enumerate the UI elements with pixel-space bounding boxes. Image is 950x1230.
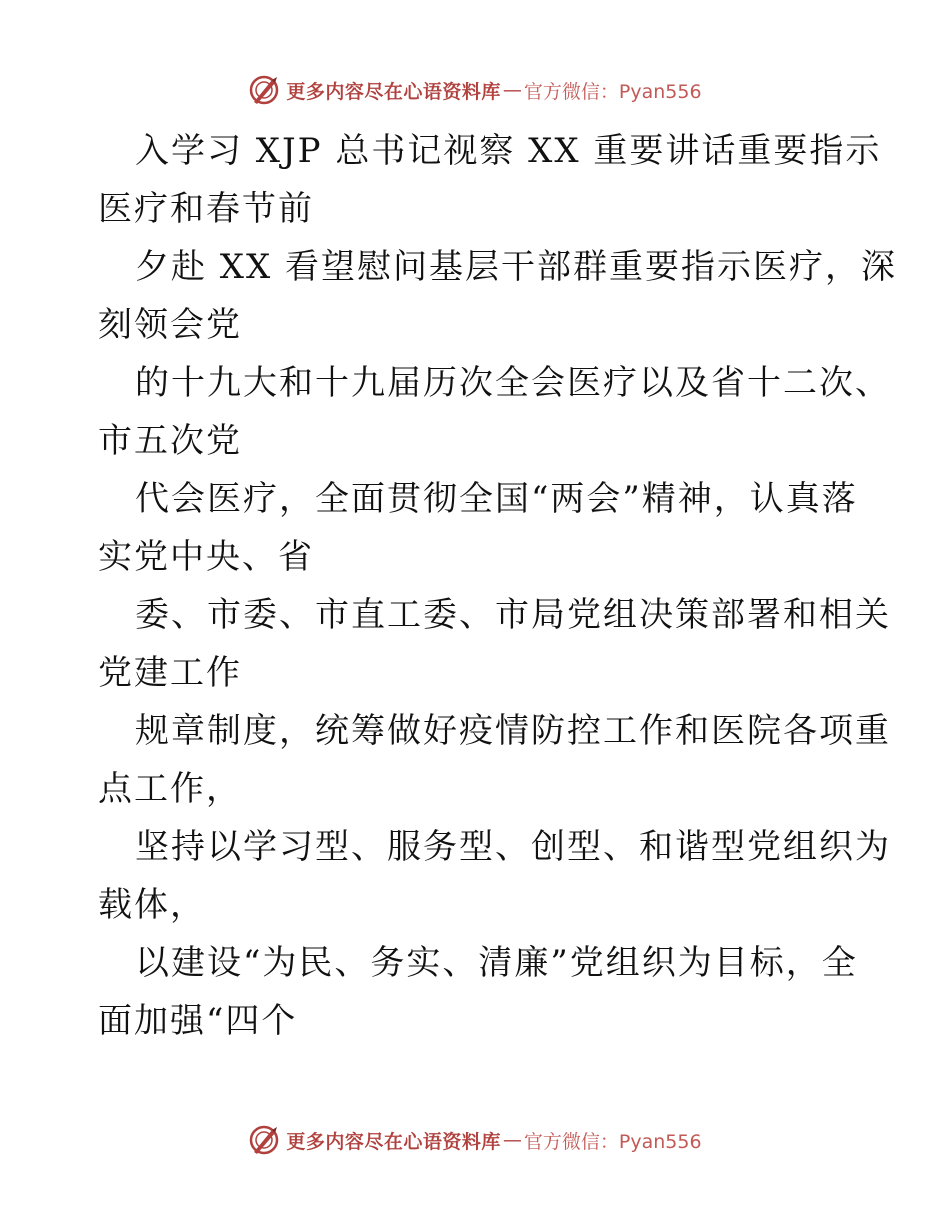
watermark-site-text: 更多内容尽在心语资料库 [286,80,501,103]
paragraph [98,470,858,586]
watermark-wechat-text: 官方微信：Pyan556 [523,80,702,103]
document-body [98,122,898,1050]
watermark-dash: — [502,1129,522,1151]
watermark-wechat-text: 官方微信：Pyan556 [523,1130,702,1153]
paragraph-line: 坚持以学习型、服务型、创型、和谐型党组织为 [135,827,891,867]
paragraph [98,818,891,934]
paragraph [98,354,891,470]
paragraph-line: 点工作， [98,769,242,809]
header-watermark [0,70,950,110]
paragraph-line: 的十九大和十九届历次全会医疗以及省十二次、 [135,363,891,403]
paragraph-line: 委、市委、市直工委、市局党组决策部署和相关 [135,595,891,635]
paragraph-line: 市五次党 [98,421,242,461]
paragraph-line: 入学习 XJP 总书记视察 XX 重要讲话重要指示 [135,131,882,171]
paragraph-line: 刻领会党 [98,305,242,345]
paragraph [98,238,898,354]
paragraph-line: 规章制度，统筹做好疫情防控工作和医院各项重 [135,711,891,751]
paragraph-line: 实党中央、省 [98,537,314,577]
paragraph-line: 以建设“为民、务实、清廉”党组织为目标，全 [135,943,858,983]
quill-logo-icon [248,74,280,106]
watermark-dash: — [502,79,522,101]
paragraph-line: 党建工作 [98,653,242,693]
quill-logo-icon [248,1124,280,1156]
footer-watermark [0,1120,950,1160]
watermark-site-text: 更多内容尽在心语资料库 [286,1130,501,1153]
paragraph-line: 面加强“四个 [98,1001,298,1041]
paragraph [98,702,891,818]
paragraph-line: 载体， [98,885,206,925]
paragraph [98,122,882,238]
paragraph-line: 夕赴 XX 看望慰问基层干部群重要指示医疗，深 [135,247,898,287]
paragraph [98,586,891,702]
paragraph [98,934,858,1050]
paragraph-line: 医疗和春节前 [98,189,314,229]
paragraph-line: 代会医疗，全面贯彻全国“两会”精神，认真落 [135,479,858,519]
